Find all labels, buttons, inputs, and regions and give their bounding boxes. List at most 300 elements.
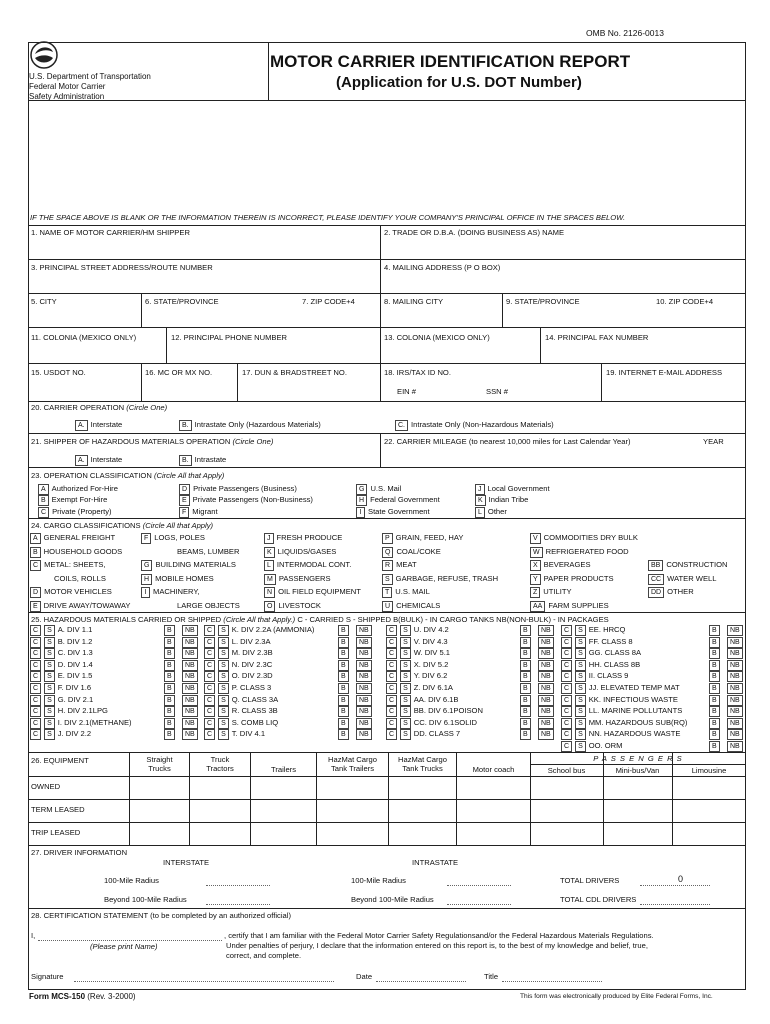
field-4-label[interactable]: 4. MAILING ADDRESS (P O BOX) bbox=[384, 263, 501, 272]
s25-c-box[interactable]: C bbox=[561, 637, 572, 648]
s23-box[interactable]: K bbox=[475, 495, 486, 506]
s23-box[interactable]: B bbox=[38, 495, 49, 506]
s25-s-box[interactable]: S bbox=[575, 718, 586, 729]
s25-nb-box[interactable]: NB bbox=[356, 648, 372, 659]
s25-c-box[interactable]: C bbox=[386, 637, 397, 648]
s25-b-box[interactable]: B bbox=[520, 718, 531, 729]
s25-s-box[interactable]: S bbox=[218, 729, 229, 740]
s25-nb-box[interactable]: NB bbox=[538, 706, 554, 717]
s25-c-box[interactable]: C bbox=[30, 637, 41, 648]
s25-c-box[interactable]: C bbox=[204, 718, 215, 729]
s25-b-box[interactable]: B bbox=[338, 718, 349, 729]
s25-nb-box[interactable]: NB bbox=[538, 671, 554, 682]
s25-row bbox=[204, 729, 376, 740]
s24-box[interactable]: P bbox=[382, 533, 393, 544]
s25-b-box[interactable]: B bbox=[709, 718, 720, 729]
field-18-ssn[interactable]: SSN # bbox=[486, 387, 508, 396]
s25-s-box[interactable]: S bbox=[400, 637, 411, 648]
s23-option-h[interactable] bbox=[356, 495, 440, 506]
s24-box[interactable]: H bbox=[141, 574, 152, 585]
s25-c-box[interactable]: C bbox=[386, 729, 397, 740]
s24-option[interactable] bbox=[382, 547, 441, 558]
s25-s-box[interactable]: S bbox=[218, 695, 229, 706]
s25-c-box[interactable]: C bbox=[30, 648, 41, 659]
s25-b-box[interactable]: B bbox=[164, 683, 175, 694]
s25-s-box[interactable]: S bbox=[218, 683, 229, 694]
s25-nb-box[interactable]: NB bbox=[356, 671, 372, 682]
s27-inter-beyond-input[interactable] bbox=[206, 895, 270, 905]
s24-option[interactable] bbox=[530, 574, 614, 585]
s23-option-e[interactable] bbox=[179, 495, 313, 506]
field-14-label[interactable]: 14. PRINCIPAL FAX NUMBER bbox=[545, 333, 649, 342]
s24-box[interactable]: D bbox=[30, 587, 41, 598]
s24-box[interactable]: J bbox=[264, 533, 274, 544]
s24-option[interactable] bbox=[30, 601, 130, 612]
s25-c-box[interactable]: C bbox=[204, 671, 215, 682]
s25-s-box[interactable]: S bbox=[400, 695, 411, 706]
s25-nb-box[interactable]: NB bbox=[538, 729, 554, 740]
s25-nb-box[interactable]: NB bbox=[727, 729, 743, 740]
s25-c-box[interactable]: C bbox=[561, 648, 572, 659]
s21-box-b[interactable]: B. bbox=[179, 455, 192, 466]
s25-b-box[interactable]: B bbox=[164, 695, 175, 706]
s25-nb-box[interactable]: NB bbox=[727, 683, 743, 694]
s25-s-box[interactable]: S bbox=[44, 671, 55, 682]
s25-nb-box[interactable]: NB bbox=[182, 695, 198, 706]
s25-s-box[interactable]: S bbox=[400, 625, 411, 636]
s25-nb-box[interactable]: NB bbox=[356, 729, 372, 740]
s25-nb-box[interactable]: NB bbox=[356, 695, 372, 706]
s25-b-box[interactable]: B bbox=[520, 660, 531, 671]
s24-box[interactable]: V bbox=[530, 533, 541, 544]
s25-s-box[interactable]: S bbox=[218, 706, 229, 717]
s27-inter-100-input[interactable] bbox=[206, 876, 270, 886]
s25-s-box[interactable]: S bbox=[44, 683, 55, 694]
agency-admin-1: Federal Motor Carrier bbox=[29, 82, 106, 91]
s25-nb-box[interactable]: NB bbox=[727, 637, 743, 648]
s24-option[interactable] bbox=[264, 601, 321, 612]
s24-option[interactable] bbox=[30, 533, 115, 544]
s25-s-box[interactable]: S bbox=[575, 706, 586, 717]
s24-option[interactable] bbox=[141, 533, 205, 544]
s25-s-box[interactable]: S bbox=[575, 648, 586, 659]
s25-c-box[interactable]: C bbox=[30, 695, 41, 706]
s21-option-a[interactable] bbox=[75, 455, 122, 466]
field-2-label[interactable]: 2. TRADE OR D.B.A. (DOING BUSINESS AS) NAME bbox=[384, 228, 565, 237]
s23-box[interactable]: D bbox=[179, 484, 190, 495]
field-3-label[interactable]: 3. PRINCIPAL STREET ADDRESS/ROUTE NUMBER bbox=[31, 263, 213, 272]
s25-b-box[interactable]: B bbox=[709, 683, 720, 694]
s24-option-label: LOGS, POLES bbox=[154, 533, 205, 542]
s23-option-j[interactable] bbox=[475, 484, 550, 495]
s25-b-box[interactable]: B bbox=[520, 683, 531, 694]
s24-box[interactable]: Z bbox=[530, 587, 540, 598]
s25-nb-box[interactable]: NB bbox=[182, 729, 198, 740]
s25-c-box[interactable]: C bbox=[204, 648, 215, 659]
s25-c-box[interactable]: C bbox=[386, 718, 397, 729]
s24-box[interactable]: N bbox=[264, 587, 275, 598]
s25-b-box[interactable]: B bbox=[164, 706, 175, 717]
s25-s-box[interactable]: S bbox=[218, 648, 229, 659]
s27-intra-beyond-input[interactable] bbox=[447, 895, 511, 905]
s25-c-box[interactable]: C bbox=[204, 683, 215, 694]
s25-s-box[interactable]: S bbox=[44, 660, 55, 671]
s25-b-box[interactable]: B bbox=[520, 648, 531, 659]
s23-option-l[interactable] bbox=[475, 507, 507, 518]
s23-option-c[interactable] bbox=[38, 507, 112, 518]
s25-b-box[interactable]: B bbox=[709, 660, 720, 671]
field-7-label[interactable]: 7. ZIP CODE+4 bbox=[302, 297, 355, 306]
s26-column-header: Motor coach bbox=[472, 765, 515, 774]
s25-s-box[interactable]: S bbox=[575, 695, 586, 706]
s24-box[interactable]: K bbox=[264, 547, 275, 558]
s25-b-box[interactable]: B bbox=[338, 729, 349, 740]
s25-s-box[interactable]: S bbox=[575, 637, 586, 648]
s24-option[interactable] bbox=[648, 574, 717, 585]
s25-b-box[interactable]: B bbox=[520, 706, 531, 717]
s28-signature-input[interactable] bbox=[74, 972, 334, 982]
s25-b-box[interactable]: B bbox=[338, 671, 349, 682]
s20-box-a[interactable]: A. bbox=[75, 420, 88, 431]
s24-option[interactable] bbox=[264, 560, 351, 571]
s25-nb-box[interactable]: NB bbox=[538, 660, 554, 671]
s25-nb-box[interactable]: NB bbox=[182, 718, 198, 729]
s23-option-b[interactable] bbox=[38, 495, 107, 506]
s25-nb-box[interactable]: NB bbox=[727, 648, 743, 659]
field-8-label[interactable]: 8. MAILING CITY bbox=[384, 297, 444, 306]
s24-box[interactable]: A bbox=[30, 533, 41, 544]
s25-s-box[interactable]: S bbox=[44, 695, 55, 706]
s24-box[interactable]: BB bbox=[648, 560, 663, 571]
s25-b-box[interactable]: B bbox=[709, 637, 720, 648]
s25-c-box[interactable]: C bbox=[204, 695, 215, 706]
s25-s-box[interactable]: S bbox=[400, 683, 411, 694]
s25-c-box[interactable]: C bbox=[386, 625, 397, 636]
s20-box-b[interactable]: B. bbox=[179, 420, 192, 431]
s24-option[interactable] bbox=[141, 587, 200, 598]
s25-s-box[interactable]: S bbox=[575, 683, 586, 694]
s24-option[interactable] bbox=[264, 587, 361, 598]
s25-b-box[interactable]: B bbox=[338, 683, 349, 694]
s25-nb-box[interactable]: NB bbox=[182, 706, 198, 717]
s25-nb-box[interactable]: NB bbox=[356, 625, 372, 636]
s28-name-input[interactable] bbox=[38, 931, 222, 941]
field-17-label[interactable]: 17. DUN & BRADSTREET NO. bbox=[242, 368, 347, 377]
s25-b-box[interactable]: B bbox=[164, 637, 175, 648]
s24-box[interactable]: S bbox=[382, 574, 393, 585]
s25-c-box[interactable]: C bbox=[30, 660, 41, 671]
s25-b-box[interactable]: B bbox=[520, 729, 531, 740]
s25-row bbox=[386, 660, 558, 671]
s24-box[interactable]: G bbox=[141, 560, 152, 571]
s25-nb-box[interactable]: NB bbox=[182, 660, 198, 671]
s25-c-box[interactable]: C bbox=[30, 706, 41, 717]
s25-s-box[interactable]: S bbox=[44, 729, 55, 740]
s24-box[interactable]: F bbox=[141, 533, 151, 544]
s25-c-box[interactable]: C bbox=[30, 683, 41, 694]
s25-b-box[interactable]: B bbox=[164, 729, 175, 740]
s25-s-box[interactable]: S bbox=[44, 637, 55, 648]
field-9-label[interactable]: 9. STATE/PROVINCE bbox=[506, 297, 580, 306]
s25-s-box[interactable]: S bbox=[218, 718, 229, 729]
s25-c-box[interactable]: C bbox=[386, 671, 397, 682]
field-6-label[interactable]: 6. STATE/PROVINCE bbox=[145, 297, 219, 306]
s25-s-box[interactable]: S bbox=[575, 729, 586, 740]
s25-c-box[interactable]: C bbox=[561, 706, 572, 717]
s25-c-box[interactable]: C bbox=[30, 729, 41, 740]
s25-s-box[interactable]: S bbox=[44, 718, 55, 729]
s25-s-box[interactable]: S bbox=[44, 706, 55, 717]
s25-b-box[interactable]: B bbox=[709, 625, 720, 636]
s23-option-k[interactable] bbox=[475, 495, 528, 506]
s24-option[interactable] bbox=[264, 574, 331, 585]
s25-c-box[interactable]: C bbox=[204, 729, 215, 740]
s25-c-box[interactable]: C bbox=[204, 637, 215, 648]
s25-s-box[interactable]: S bbox=[575, 625, 586, 636]
s25-b-box[interactable]: B bbox=[164, 660, 175, 671]
s25-b-box[interactable]: B bbox=[520, 671, 531, 682]
s25-s-box[interactable]: S bbox=[218, 660, 229, 671]
s23-box[interactable]: F bbox=[179, 507, 189, 518]
s25-nb-box[interactable]: NB bbox=[356, 706, 372, 717]
s24-option-label: UTILITY bbox=[543, 587, 572, 596]
s25-label: E. DIV 1.5 bbox=[57, 671, 93, 681]
s27-cdl-input[interactable] bbox=[640, 895, 710, 905]
s25-s-box[interactable]: S bbox=[218, 625, 229, 636]
s25-c-box[interactable]: C bbox=[561, 660, 572, 671]
s25-b-box[interactable]: B bbox=[520, 695, 531, 706]
s23-box[interactable]: A bbox=[38, 484, 49, 495]
s24-option[interactable] bbox=[530, 533, 638, 544]
s25-s-box[interactable]: S bbox=[400, 648, 411, 659]
s25-c-box[interactable]: C bbox=[204, 706, 215, 717]
s24-box[interactable]: Y bbox=[530, 574, 541, 585]
field-11-label[interactable]: 11. COLONIA (MEXICO ONLY) bbox=[31, 333, 137, 342]
s25-s-box[interactable]: S bbox=[400, 671, 411, 682]
s25-s-box[interactable]: S bbox=[575, 671, 586, 682]
s25-c-box[interactable]: C bbox=[386, 683, 397, 694]
s25-c-box[interactable]: C bbox=[204, 660, 215, 671]
s24-option[interactable] bbox=[141, 574, 214, 585]
s25-c-box[interactable]: C bbox=[386, 660, 397, 671]
field-10-label[interactable]: 10. ZIP CODE+4 bbox=[656, 297, 714, 306]
field-15-label[interactable]: 15. USDOT NO. bbox=[31, 368, 86, 377]
s25-s-box[interactable]: S bbox=[575, 660, 586, 671]
s25-nb-box[interactable]: NB bbox=[182, 637, 198, 648]
s23-box[interactable]: L bbox=[475, 507, 485, 518]
s23-box[interactable]: C bbox=[38, 507, 49, 518]
s28-date-input[interactable] bbox=[376, 972, 466, 982]
s25-c-box[interactable]: C bbox=[561, 683, 572, 694]
s25-b-box[interactable]: B bbox=[164, 625, 175, 636]
s20-option-a[interactable] bbox=[75, 420, 122, 431]
s25-c-box[interactable]: C bbox=[30, 718, 41, 729]
s25-nb-box[interactable]: NB bbox=[727, 741, 743, 752]
s24-option[interactable] bbox=[30, 574, 106, 583]
field-13-label[interactable]: 13. COLONIA (MEXICO ONLY) bbox=[384, 333, 490, 342]
s27-total-input[interactable] bbox=[640, 876, 710, 886]
s24-option[interactable] bbox=[382, 587, 430, 598]
s25-c-box[interactable]: C bbox=[386, 706, 397, 717]
s24-box[interactable]: E bbox=[30, 601, 41, 612]
s24-option[interactable] bbox=[382, 574, 498, 585]
s28-title-input[interactable] bbox=[502, 972, 602, 982]
field-19-label[interactable]: 19. INTERNET E-MAIL ADDRESS bbox=[606, 368, 723, 377]
s24-option[interactable] bbox=[530, 601, 609, 612]
s23-box[interactable]: J bbox=[475, 484, 485, 495]
s24-box[interactable]: T bbox=[382, 587, 392, 598]
s24-box[interactable]: I bbox=[141, 587, 150, 598]
s24-option[interactable] bbox=[530, 547, 629, 558]
s25-nb-box[interactable]: NB bbox=[538, 683, 554, 694]
s25-b-box[interactable]: B bbox=[709, 729, 720, 740]
s20-option-c[interactable] bbox=[395, 420, 554, 431]
s25-nb-box[interactable]: NB bbox=[538, 637, 554, 648]
s25-nb-box[interactable]: NB bbox=[727, 695, 743, 706]
s25-b-box[interactable]: B bbox=[338, 695, 349, 706]
s24-box[interactable]: U bbox=[382, 601, 393, 612]
s25-s-box[interactable]: S bbox=[218, 671, 229, 682]
s21-option-b[interactable] bbox=[179, 455, 226, 466]
s25-s-box[interactable]: S bbox=[400, 706, 411, 717]
s25-nb-box[interactable]: NB bbox=[182, 683, 198, 694]
s25-nb-box[interactable]: NB bbox=[538, 695, 554, 706]
s24-option[interactable] bbox=[141, 547, 239, 556]
s25-nb-box[interactable]: NB bbox=[182, 648, 198, 659]
s24-option[interactable] bbox=[30, 587, 112, 598]
s24-box[interactable]: B bbox=[30, 547, 41, 558]
s24-box[interactable]: L bbox=[264, 560, 274, 571]
s25-s-box[interactable]: S bbox=[575, 741, 586, 752]
s20-option-b[interactable] bbox=[179, 420, 321, 431]
s25-b-box[interactable]: B bbox=[338, 625, 349, 636]
s23-option-g[interactable] bbox=[356, 484, 401, 495]
s25-c-box[interactable]: C bbox=[561, 671, 572, 682]
s21-box-a[interactable]: A. bbox=[75, 455, 88, 466]
s25-nb-box[interactable]: NB bbox=[356, 718, 372, 729]
s24-box[interactable]: Q bbox=[382, 547, 393, 558]
s24-box[interactable]: X bbox=[530, 560, 541, 571]
s25-s-box[interactable]: S bbox=[44, 648, 55, 659]
field-16-label[interactable]: 16. MC OR MX NO. bbox=[145, 368, 213, 377]
s25-b-box[interactable]: B bbox=[520, 637, 531, 648]
s25-s-box[interactable]: S bbox=[218, 637, 229, 648]
s24-option[interactable] bbox=[382, 560, 417, 571]
s25-b-box[interactable]: B bbox=[164, 648, 175, 659]
s25-b-box[interactable]: B bbox=[338, 706, 349, 717]
s25-nb-box[interactable]: NB bbox=[356, 660, 372, 671]
s23-box[interactable]: H bbox=[356, 495, 367, 506]
s25-s-box[interactable]: S bbox=[44, 625, 55, 636]
s25-b-box[interactable]: B bbox=[709, 695, 720, 706]
s25-b-box[interactable]: B bbox=[338, 637, 349, 648]
s22-year[interactable]: YEAR bbox=[703, 437, 724, 446]
s24-box[interactable]: CC bbox=[648, 574, 664, 585]
s23-option-d[interactable] bbox=[179, 484, 297, 495]
s25-b-box[interactable]: B bbox=[164, 671, 175, 682]
s25-c-box[interactable]: C bbox=[386, 648, 397, 659]
s25-nb-box[interactable]: NB bbox=[727, 625, 743, 636]
s25-b-box[interactable]: B bbox=[709, 706, 720, 717]
s23-box[interactable]: E bbox=[179, 495, 190, 506]
s23-option-f[interactable] bbox=[179, 507, 218, 518]
s27-intra-100-input[interactable] bbox=[447, 876, 511, 886]
s25-c-box[interactable]: C bbox=[561, 741, 572, 752]
s25-nb-box[interactable]: NB bbox=[182, 671, 198, 682]
field-1-label[interactable]: 1. NAME OF MOTOR CARRIER/HM SHIPPER bbox=[31, 228, 190, 237]
s23-option-a[interactable] bbox=[38, 484, 118, 495]
s23-box[interactable]: G bbox=[356, 484, 367, 495]
s24-box[interactable]: M bbox=[264, 574, 276, 585]
s25-nb-box[interactable]: NB bbox=[538, 718, 554, 729]
field-18-ein[interactable]: EIN # bbox=[397, 387, 416, 396]
s24-option[interactable] bbox=[530, 587, 572, 598]
s25-b-box[interactable]: B bbox=[709, 671, 720, 682]
s24-box[interactable]: C bbox=[30, 560, 41, 571]
s25-b-box[interactable]: B bbox=[709, 648, 720, 659]
s25-c-box[interactable]: C bbox=[561, 625, 572, 636]
s25-nb-box[interactable]: NB bbox=[356, 637, 372, 648]
s24-option[interactable] bbox=[30, 547, 122, 558]
s24-option[interactable] bbox=[382, 533, 463, 544]
s25-b-box[interactable]: B bbox=[520, 625, 531, 636]
s24-option[interactable] bbox=[30, 560, 106, 571]
s24-option[interactable] bbox=[648, 587, 694, 598]
s25-c-box[interactable]: C bbox=[561, 718, 572, 729]
s25-nb-box[interactable]: NB bbox=[538, 648, 554, 659]
field-12-label[interactable]: 12. PRINCIPAL PHONE NUMBER bbox=[171, 333, 288, 342]
s25-c-box[interactable]: C bbox=[30, 671, 41, 682]
s25-nb-box[interactable]: NB bbox=[727, 706, 743, 717]
s25-nb-box[interactable]: NB bbox=[182, 625, 198, 636]
s24-option[interactable] bbox=[382, 601, 440, 612]
s24-box[interactable]: DD bbox=[648, 587, 664, 598]
s24-option[interactable] bbox=[264, 547, 336, 558]
s25-nb-box[interactable]: NB bbox=[356, 683, 372, 694]
s25-c-box[interactable]: C bbox=[204, 625, 215, 636]
s23-box[interactable]: I bbox=[356, 507, 365, 518]
s25-c-box[interactable]: C bbox=[386, 695, 397, 706]
s20-box-c[interactable]: C. bbox=[395, 420, 408, 431]
s24-option[interactable] bbox=[530, 560, 591, 571]
s25-s-box[interactable]: S bbox=[400, 729, 411, 740]
s25-s-box[interactable]: S bbox=[400, 718, 411, 729]
s23-option-i[interactable] bbox=[356, 507, 430, 518]
s24-option[interactable] bbox=[141, 601, 240, 610]
s25-c-box[interactable]: C bbox=[561, 729, 572, 740]
s25-c-box[interactable]: C bbox=[561, 695, 572, 706]
s25-nb-box[interactable]: NB bbox=[727, 660, 743, 671]
s25-nb-box[interactable]: NB bbox=[727, 718, 743, 729]
s25-nb-box[interactable]: NB bbox=[727, 671, 743, 682]
s25-b-box[interactable]: B bbox=[709, 741, 720, 752]
s25-s-box[interactable]: S bbox=[400, 660, 411, 671]
s24-box[interactable]: R bbox=[382, 560, 393, 571]
s25-b-box[interactable]: B bbox=[338, 648, 349, 659]
s25-nb-box[interactable]: NB bbox=[538, 625, 554, 636]
s24-box[interactable]: W bbox=[530, 547, 543, 558]
s24-box[interactable]: O bbox=[264, 601, 275, 612]
s25-c-box[interactable]: C bbox=[30, 625, 41, 636]
s25-b-box[interactable]: B bbox=[164, 718, 175, 729]
s24-box[interactable]: AA bbox=[530, 601, 545, 612]
field-5-label[interactable]: 5. CITY bbox=[31, 297, 57, 306]
s25-b-box[interactable]: B bbox=[338, 660, 349, 671]
s24-option[interactable] bbox=[141, 560, 236, 571]
s24-option[interactable] bbox=[648, 560, 728, 571]
s24-option[interactable] bbox=[264, 533, 342, 544]
field-18-label[interactable]: 18. IRS/TAX ID NO. bbox=[384, 368, 451, 377]
